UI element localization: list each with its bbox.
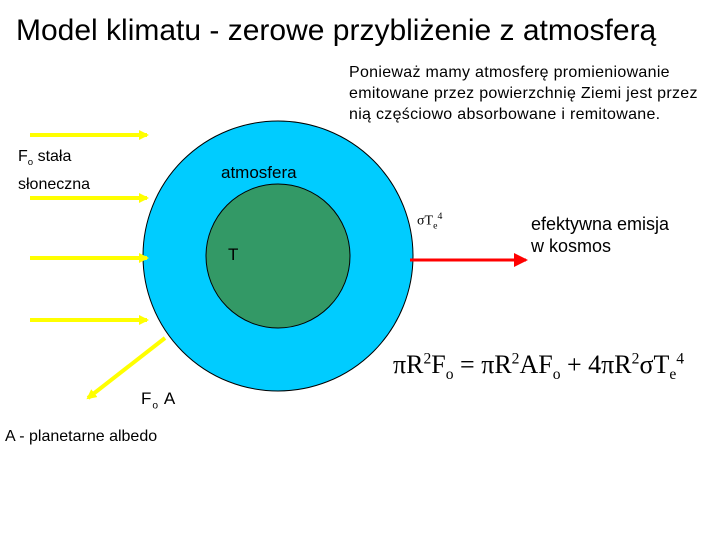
- slide-title: Model klimatu - zerowe przybliżenie z atmosferą: [16, 14, 657, 47]
- solar-line1: stała: [33, 148, 72, 165]
- emission-sigma: σT: [417, 213, 434, 229]
- albedo-definition: A - planetarne albedo: [5, 428, 158, 445]
- atmosphere-label: atmosfera: [221, 163, 297, 182]
- eq-lhs-sub: o: [445, 366, 454, 384]
- eq-plus: + 4πR: [560, 350, 632, 379]
- albedo-flux-label: [141, 389, 176, 411]
- eq-mid-sub: o: [552, 366, 561, 384]
- eq-end: σT: [639, 350, 670, 379]
- eq-lhs-f: F: [431, 350, 446, 379]
- albedo-symbol: F: [141, 389, 153, 408]
- emission-line1: efektywna emisja: [531, 214, 670, 234]
- emission-flux-label: [417, 211, 442, 231]
- surface-temperature-label: T: [228, 245, 239, 264]
- explanation-text: Ponieważ mamy atmosferę promieniowanie emitowane przez powierzchnię Ziemi jest przez nią częściowo absorbowane i remitowane.: [349, 64, 698, 123]
- effective-emission-label: [531, 213, 669, 257]
- solar-constant-label: [18, 146, 90, 196]
- albedo-rest: A: [159, 389, 177, 408]
- eq-lhs: πR: [393, 350, 424, 379]
- eq-equals: = πR: [453, 350, 512, 379]
- eq-r2-sup: 2: [631, 350, 640, 368]
- eq-end-sup: 4: [676, 350, 685, 368]
- emission-subscript: e: [433, 220, 438, 232]
- emission-superscript: 4: [437, 211, 443, 222]
- eq-r1-sup: 2: [511, 350, 520, 368]
- solar-line2: słoneczna: [18, 176, 91, 194]
- emission-line2: w kosmos: [531, 236, 612, 256]
- solar-subscript: o: [27, 157, 34, 169]
- solar-symbol: F: [18, 148, 28, 165]
- eq-mid: AF: [519, 350, 553, 379]
- eq-lhs-sup: 2: [423, 350, 432, 368]
- energy-balance-equation: [393, 350, 684, 384]
- albedo-subscript: o: [152, 400, 160, 412]
- eq-end-sub: e: [669, 366, 677, 384]
